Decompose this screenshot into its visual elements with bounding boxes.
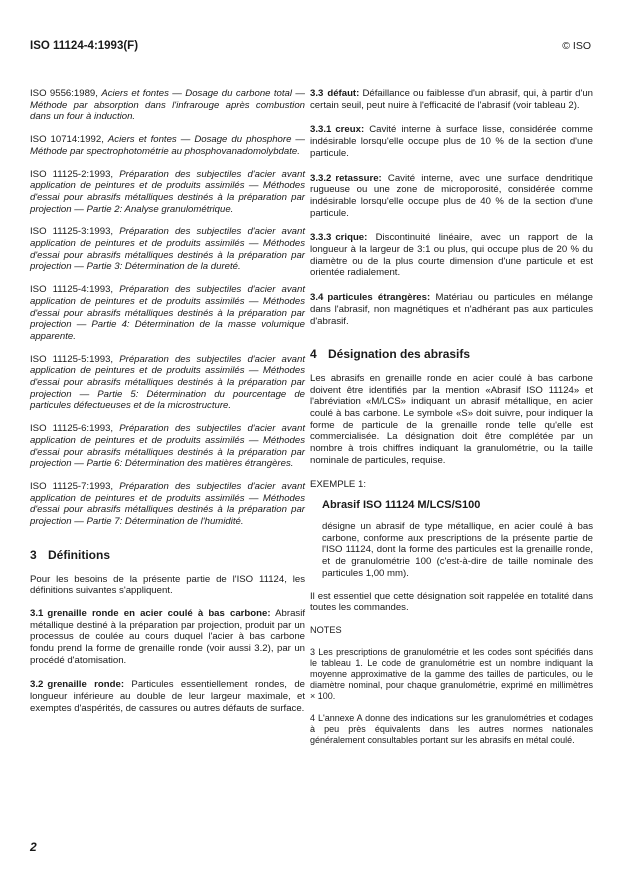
section-4-heading — [310, 349, 593, 361]
reference-title: Préparation des subjectiles d'acier avant application de peintures et de produits assimilés — Méthodes d'essai pour abrasifs métalliques destinés à la préparation par projection — Partie 2: Analyse granulométrique. — [30, 168, 305, 215]
definition-3-3 — [310, 88, 593, 111]
definition-text: Particules essentiellement rondes, de longueur inférieure au double de leur largeur maximale, et exemptes d'aspérités, de cassures ou autres défauts de surface. — [30, 679, 306, 714]
definition-number: 3.2 — [30, 679, 44, 691]
definition-3-3-1 — [310, 124, 593, 159]
section-title: Désignation des abrasifs — [328, 347, 471, 362]
definition-number: 3.3 — [310, 88, 324, 99]
definition-text: Défaillance ou faiblesse d'un abrasif, qui, à partir d'un certain seuil, peut nuire à l'efficacité de l'abrasif (voir tableau 2). — [310, 88, 594, 111]
section-number: 3 — [30, 547, 37, 562]
reference-item — [30, 134, 305, 157]
section-4-paragraph: Les abrasifs en grenaille ronde en acier coulé à bas carbone doivent être identifiés par la mention «Abrasif ISO 11124» et l'abréviation «M/LCS» indiquant un abrasif métallique, en acier coulé à bas carbone. Le symbole «S» doit suivre, pour indiquer la forme de particule de la grenaille ronde telle qu'elle est commercialisée. La désignation doit être complétée par un nombre à trois chiffres indiquant la granulométrie, ou la taille nominale de particules, requise. — [310, 372, 593, 466]
definition-text: Abrasif métallique destiné à la préparation par projection, produit par un processus de coulée au cours duquel l'acier à bas carbone fondu prend la forme de grenaille ronde (voir aussi 3.2), par un procédé d'atomisation. — [30, 607, 305, 666]
definition-term: particules étrangères: — [327, 292, 431, 304]
definition-term: grenaille ronde en acier coulé à bas carbone: — [47, 607, 271, 619]
section-3-intro: Pour les besoins de la présente partie de l'ISO 11124, les définitions suivantes s'appliquent. — [30, 573, 305, 597]
definition-number: 3.3.1 — [310, 124, 332, 136]
section-number: 4 — [310, 347, 317, 362]
reference-item — [30, 284, 305, 343]
reference-item — [30, 423, 305, 470]
definition-term: creux: — [335, 124, 365, 136]
definition-number: 3.4 — [310, 292, 324, 304]
section-4-paragraph-2: Il est essentiel que cette désignation soit rappelée en totalité dans toutes les commandes. — [310, 590, 593, 614]
example-label: EXEMPLE 1: — [310, 478, 366, 490]
example-text: désigne un abrasif de type métallique, en acier coulé à bas carbone, conforme aux prescriptions de la présente partie de l'ISO 11124, dont la forme des particules est la grenaille ronde, et de granulométrie 100 (c'est-à-dire de taille nominale des particules 1,00 mm). — [322, 520, 593, 579]
reference-item — [30, 481, 305, 528]
section-title: Définitions — [48, 547, 110, 562]
reference-title: Préparation des subjectiles d'acier avant application de peintures et de produits assimilés — Méthodes d'essai pour abrasifs métalliques destinés à la préparation par projection — Partie 3: Détermination de la dureté. — [30, 226, 305, 273]
reference-number: ISO 11125-5:1993, — [30, 353, 114, 365]
reference-number: ISO 11125-7:1993, — [30, 480, 114, 492]
document-id: ISO 11124-4:1993(F) — [30, 40, 139, 52]
definition-3-3-3 — [310, 232, 593, 279]
reference-item — [30, 354, 305, 413]
reference-item — [30, 169, 305, 216]
reference-title: Aciers et fontes — Dosage du carbone total — Méthode par absorption dans l'infrarouge après combustion dans un four à induction. — [30, 88, 305, 123]
copyright-mark: © ISO — [562, 40, 591, 52]
definition-number: 3.1 — [30, 607, 44, 619]
page-number: 2 — [30, 840, 37, 854]
definition-3-1 — [30, 608, 305, 667]
reference-title: Préparation des subjectiles d'acier avant application de peintures et de produits assimilés — Méthodes d'essai pour abrasifs métalliques destinés à la préparation par projection — Partie 6: Détermination des matières étrangères. — [30, 423, 305, 470]
note-3: 3 Les prescriptions de granulométrie et les codes sont spécifiés dans le tableau 1. Le code de granulométrie est un nombre indiquant la moyenne approximative de la gamme des tailles de particules, ou le diamètre nominal, pour chaque granulométrie, exprimé en millimètres × 100. — [310, 646, 593, 701]
reference-item — [30, 226, 305, 273]
reference-number: ISO 11125-3:1993, — [30, 226, 114, 238]
definition-3-3-2 — [310, 173, 593, 220]
definition-number: 3.3.3 — [310, 232, 332, 244]
definition-3-4 — [310, 292, 593, 327]
definition-3-2 — [30, 679, 305, 714]
reference-number: ISO 11125-2:1993, — [30, 168, 114, 180]
definition-number: 3.3.2 — [310, 172, 332, 184]
reference-number: ISO 11125-6:1993, — [30, 423, 114, 435]
note-4: 4 L'annexe A donne des indications sur les granulométries et codages à peu près équivalents dans les autres normes nationales généralement consultables portant sur les abrasifs en métal coulé. — [310, 712, 593, 745]
definition-term: défaut: — [327, 88, 360, 99]
definition-term: crique: — [335, 232, 368, 244]
right-column — [310, 88, 593, 757]
reference-list — [30, 88, 305, 528]
notes-heading: NOTES — [310, 624, 342, 635]
example-designation: Abrasif ISO 11124 M/LCS/S100 — [322, 499, 481, 512]
reference-item — [30, 88, 305, 123]
section-3-heading — [30, 547, 305, 562]
definition-text: Matériau ou particules en mélange dans l'abrasif, non magnétiques et n'adhérant pas aux particules d'abrasif. — [310, 292, 593, 327]
definition-text: Cavité interne, avec une surface dendritique rugueuse ou une zone de microporosité, considérée comme indésirable lorsqu'elle occupe plus de 40 % de la section d'une particule. — [310, 172, 593, 219]
reference-number: ISO 9556:1989, — [30, 88, 98, 99]
definition-term: grenaille ronde: — [47, 679, 125, 691]
definition-term: retassure: — [335, 172, 382, 184]
reference-title: Aciers et fontes — Dosage du phosphore — Méthode par spectrophotométrie au phosphovanadomolybdate. — [30, 134, 306, 157]
reference-title: Préparation des subjectiles d'acier avant application de peintures et de produits assimilés — Méthodes d'essai pour abrasifs métalliques destinés à la préparation par projection — Partie 4: Détermination de la masse volumique apparente. — [30, 284, 305, 342]
reference-number: ISO 11125-4:1993, — [30, 284, 114, 296]
left-column — [30, 88, 305, 728]
reference-number: ISO 10714:1992, — [30, 134, 104, 146]
reference-title: Préparation des subjectiles d'acier avant application de peintures et de produits assimilés — Méthodes d'essai pour abrasifs métalliques destinés à la préparation par projection — Partie 7: Détermination de l'humidité. — [30, 480, 305, 528]
definition-text: Cavité interne à surface lisse, considérée comme indésirable lorsqu'elle occupe plus de 10 % de la section d'une particule. — [310, 124, 593, 159]
reference-title: Préparation des subjectiles d'acier avant application de peintures et de produits assimilés — Méthodes d'essai pour abrasifs métalliques destinés à la préparation par projection — Partie 5: Détermination du pourcentage de particules défectueuses et de la microstructure. — [30, 353, 305, 412]
definition-text: Discontinuité linéaire, avec un rapport de la longueur à la largeur de 3:1 ou plus, qui occupe plus de 20 % du diamètre ou de la plus courte dimension d'une particule et est orientée radialement. — [310, 232, 593, 279]
